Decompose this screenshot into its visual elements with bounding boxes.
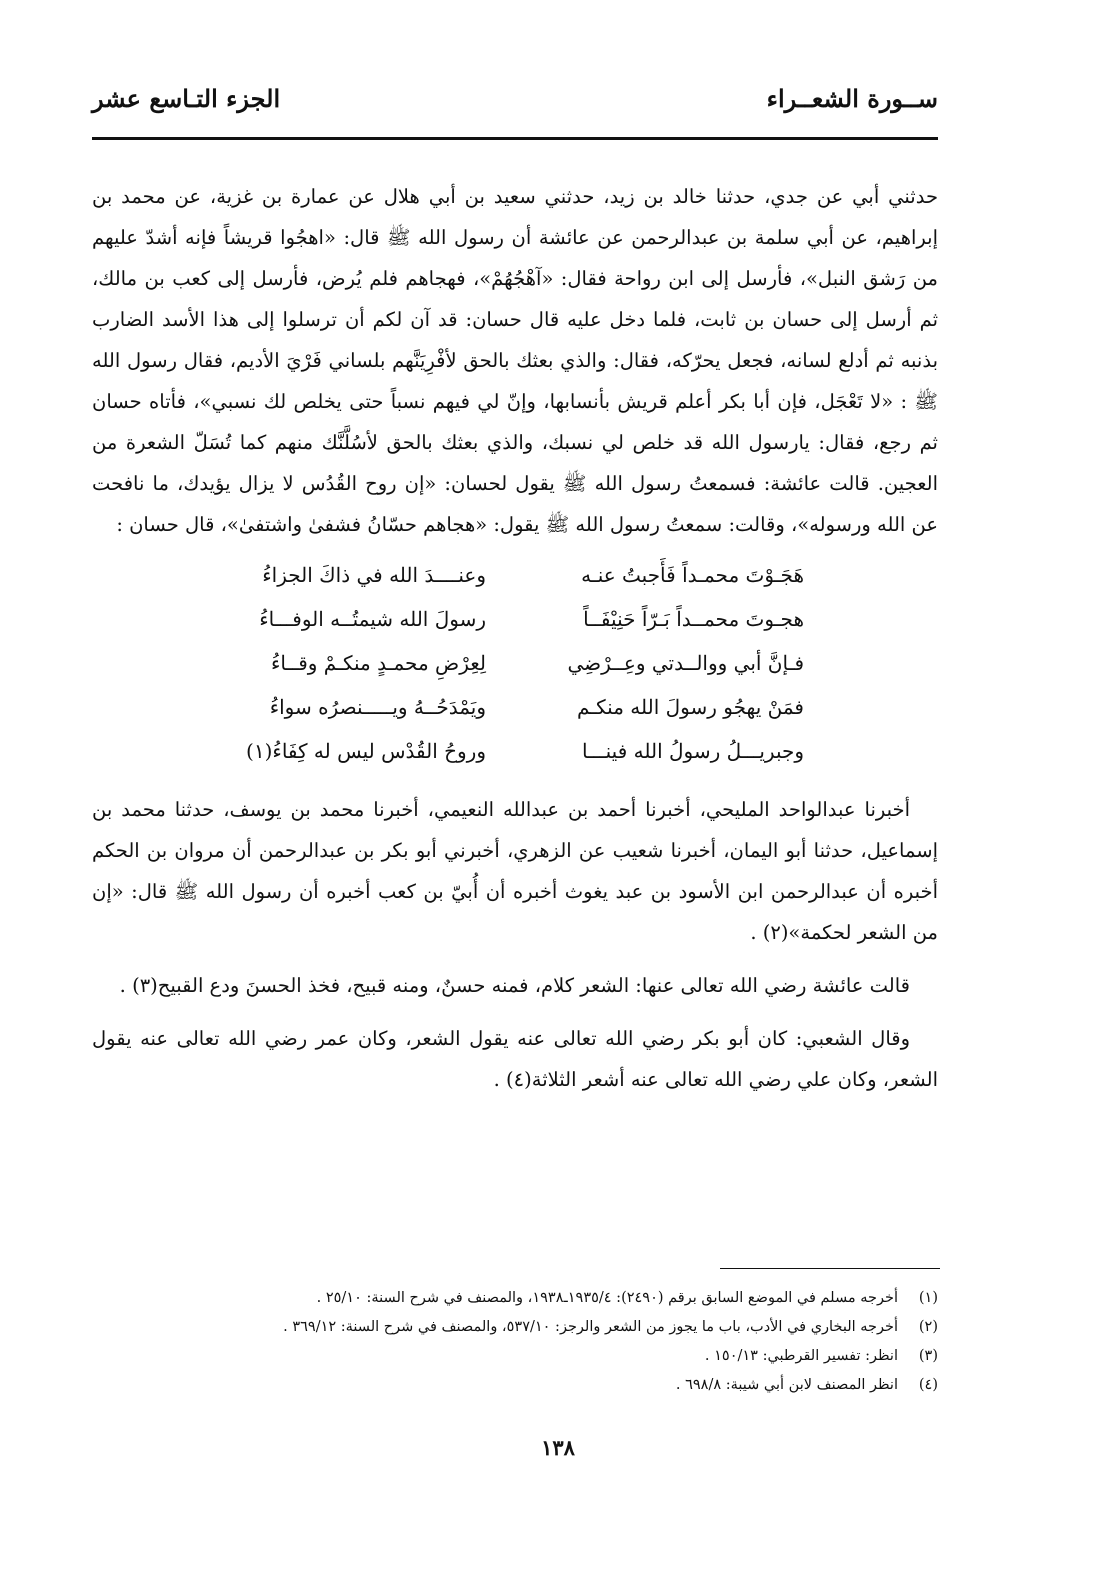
footnote [92, 1313, 938, 1342]
footnote-number: (٣) [918, 1348, 938, 1364]
verse-second-hemistich: لِعِرْضِ محمـدٍ منكـمْ وقــاءُ [271, 651, 486, 675]
main-text [92, 176, 938, 1100]
verse-first-hemistich: هَجَـوْتَ محمـداً فَأَجبتُ عنـه [581, 563, 804, 587]
footnote-number: (١) [918, 1290, 938, 1306]
verse-second-hemistich: ويَمْدَحُــهُ ويـــــنصرُه سواءُ [269, 695, 486, 719]
verse-second-hemistich: وروحُ القُدْس ليس له كِفَاءُ(١) [246, 739, 486, 763]
verse-second-hemistich: وعنــــدَ الله في ذاكَ الجزاءُ [262, 563, 486, 587]
footnote [92, 1371, 938, 1400]
juz-title: الجزء التـاسع عشر [92, 84, 281, 113]
footnote [92, 1342, 938, 1371]
verse-second-hemistich: رسولَ الله شيمتُــه الوفـــاءُ [259, 607, 486, 631]
poem [92, 555, 938, 775]
verse-2 [92, 599, 938, 643]
running-header [92, 84, 938, 124]
paragraph-shabi: وقال الشعبي: كان أبو بكر رضي الله تعالى عنه يقول الشعر، وكان عمر رضي الله تعالى عنه يقول الشعر، وكان علي رضي الله تعالى عنه أشعر الثلاثة(٤) . [92, 1027, 938, 1091]
page-number: ١٣٨ [541, 1435, 575, 1460]
footnote-text: انظر المصنف لابن أبي شيبة: ٦٩٨/٨ . [675, 1377, 898, 1393]
verse-1 [92, 555, 938, 599]
verse-first-hemistich: هجـوتَ محمــداً بَـرّاً حَنِيْفَــاً [583, 607, 804, 631]
footnotes [92, 1284, 938, 1400]
footnote-number: (٤) [918, 1377, 938, 1393]
paragraph-isnad: أخبرنا عبدالواحد المليحي، أخبرنا أحمد بن عبدالله النعيمي، أخبرنا محمد بن يوسف، حدثنا محمد بن إسماعيل، حدثنا أبو اليمان، أخبرنا شعيب عن الزهري، أخبرني أبو بكر بن عبدالرحمن أن مروان بن الحكم أخبره أن عبدالرحمن ابن الأسود بن عبد يغوث أخبره أن أُبيّ بن كعب أخبره أن رسول الله ﷺ قال: «إن من الشعر لحكمة»(٢) . [92, 798, 938, 944]
footnote-number: (٢) [918, 1319, 938, 1335]
footnote [92, 1284, 938, 1313]
verse-4 [92, 687, 938, 731]
verse-first-hemistich: فمَنْ يهجُو رسولَ الله منكـم [576, 695, 804, 719]
surah-title: ســورة الشعــراء [766, 84, 938, 113]
footnote-text: أخرجه مسلم في الموضع السابق برقم (٢٤٩٠): ١٩٣٥/٤ـ١٩٣٨، والمصنف في شرح السنة: ٢٥/١٠ . [316, 1290, 898, 1306]
header-divider [92, 137, 938, 140]
footnote-text: انظر: تفسير القرطبي: ١٥٠/١٣ . [704, 1348, 898, 1364]
footnote-text: أخرجه البخاري في الأدب، باب ما يجوز من الشعر والرجز: ٥٣٧/١٠، والمصنف في شرح السنة: ٣٦٩/١٢ . [283, 1319, 898, 1335]
footnote-divider [720, 1268, 940, 1269]
paragraph-aisha: قالت عائشة رضي الله تعالى عنها: الشعر كلام، فمنه حسنٌ، ومنه قبيح، فخذ الحسنَ ودع القبيح(٣) . [119, 974, 910, 997]
verse-5 [92, 731, 938, 775]
verse-first-hemistich: فـإنَّ أبي ووالــدتي وعِــرْضِي [567, 651, 804, 675]
verse-3 [92, 643, 938, 687]
verse-first-hemistich: وجبريـــلُ رسولُ الله فينـــا [581, 739, 804, 763]
paragraph-hadith: حدثني أبي عن جدي، حدثنا خالد بن زيد، حدثني سعيد بن أبي هلال عن عمارة بن غزية، عن محمد بن إبراهيم، عن أبي سلمة بن عبدالرحمن عن عائشة أن رسول الله ﷺ قال: «اهجُوا قريشاً فإنه أشدّ عليهم من رَشق النبل»، فأرسل إلى ابن رواحة فقال: «آهْجُهُمْ»، فهجاهم فلم يُرض، فأرسل إلى كعب بن مالك، ثم أرسل إلى حسان بن ثابت، فلما دخل عليه قال حسان: قد آن لكم أن ترسلوا إلى هذا الأسد الضارب بذنبه ثم أدلع لسانه، فجعل يحرّكه، فقال: والذي بعثك بالحق لأفْرِيَنَّهم بلساني فَرْيَ الأديم، فقال رسول الله ﷺ : «لا تَعْجَل، فإن أبا بكر أعلم قريش بأنسابها، وإنّ لي فيهم نسباً حتى يخلص لك نسبي»، فأتاه حسان ثم رجع، فقال: يارسول الله قد خلص لي نسبك، والذي بعثك بالحق لأسُلَّنَّك منهم كما تُسَلّ الشعرة من العجين. قالت عائشة: فسمعتُ رسول الله ﷺ يقول لحسان: «إن روح القُدُس لا يزال يؤيدك، ما نافحت عن الله ورسوله»، وقالت: سمعتُ رسول الله ﷺ يقول: «هجاهم حسّانُ فشفىٰ واشتفىٰ»، قال حسان : [92, 185, 938, 536]
